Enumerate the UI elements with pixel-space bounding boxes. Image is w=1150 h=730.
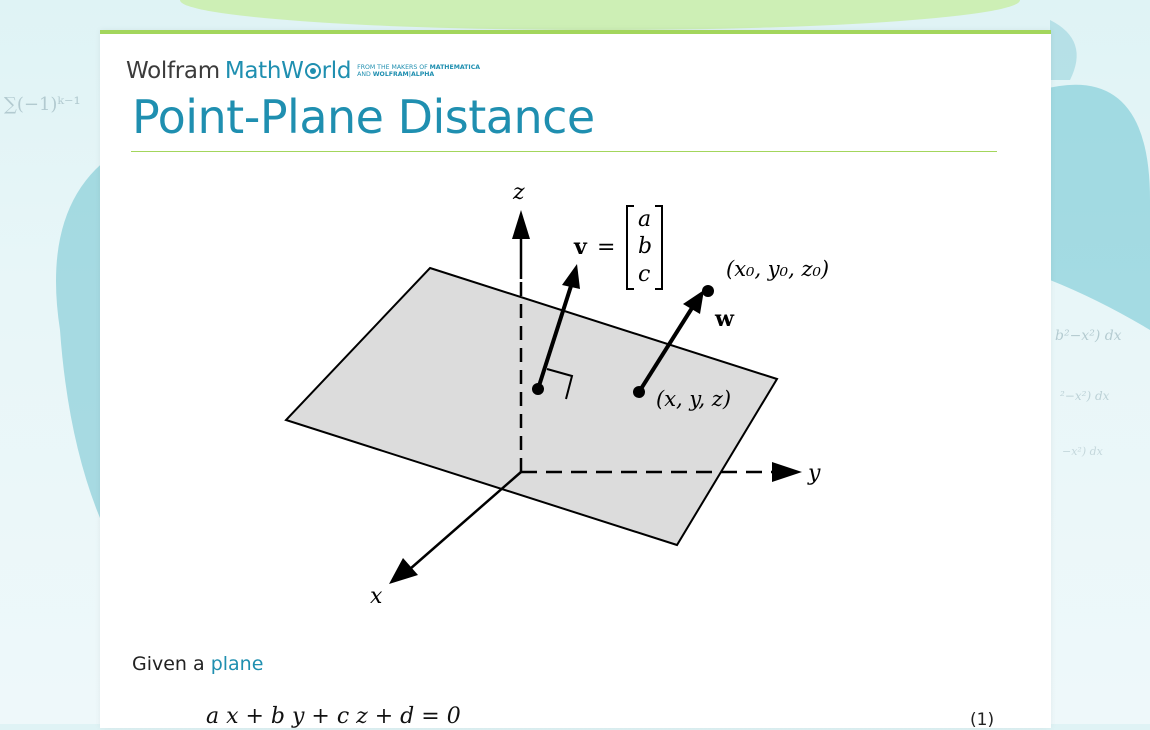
y-axis-label: y xyxy=(808,461,821,486)
vector-v-label: v xyxy=(574,234,587,260)
svg-text:−x²) dx: −x²) dx xyxy=(1062,445,1103,458)
y-axis-arrowhead xyxy=(772,462,802,482)
vector-v-b: b xyxy=(638,234,653,259)
brand-wolfram: Wolfram xyxy=(126,58,220,84)
vector-w-label: w xyxy=(715,306,734,332)
point-plane-diagram xyxy=(100,34,1051,634)
point-on-plane-label: (x, y, z) xyxy=(656,387,732,411)
tagline-wolframalpha: WOLFRAM|ALPHA xyxy=(372,71,435,78)
point-off-plane xyxy=(702,285,714,297)
intro-text xyxy=(132,653,263,675)
tagline-mathematica: MATHEMATICA xyxy=(429,64,481,71)
svg-text:∑(−1)ᵏ⁻¹: ∑(−1)ᵏ⁻¹ xyxy=(4,94,81,115)
article-card xyxy=(100,30,1051,728)
z-axis-arrowhead xyxy=(512,210,530,239)
point-on-plane xyxy=(633,386,645,398)
tagline-line1: FROM THE MAKERS OF xyxy=(357,64,430,71)
vector-v-c: c xyxy=(638,262,651,287)
plane-link[interactable]: plane xyxy=(210,653,264,675)
x-axis-arrowhead xyxy=(389,558,418,584)
page-title: Point-Plane Distance xyxy=(132,90,595,144)
vector-w-arrowhead xyxy=(683,290,704,314)
svg-text:b²−x²) dx: b²−x²) dx xyxy=(1055,328,1122,344)
z-axis-label: z xyxy=(513,180,525,205)
point-off-plane-label: (x₀, y₀, z₀) xyxy=(726,257,830,281)
vector-v-a: a xyxy=(638,207,652,232)
vector-v-arrowhead xyxy=(562,264,580,289)
bracket-left xyxy=(627,206,634,289)
equals-sign: = xyxy=(597,235,616,260)
bracket-right xyxy=(655,206,662,289)
plane-equation: a x + b y + c z + d = 0 xyxy=(206,704,461,729)
brand-math-text: MathW xyxy=(224,58,304,84)
x-axis-line xyxy=(410,472,521,569)
intro-prefix: Given a xyxy=(132,653,211,675)
equation-number: (1) xyxy=(970,710,995,730)
vector-v-base-point xyxy=(532,383,544,395)
svg-text:²−x²) dx: ²−x²) dx xyxy=(1060,389,1110,403)
tagline-line2: AND xyxy=(357,71,373,78)
x-axis-label: x xyxy=(370,584,383,609)
brand-rld-text: rld xyxy=(321,58,352,84)
